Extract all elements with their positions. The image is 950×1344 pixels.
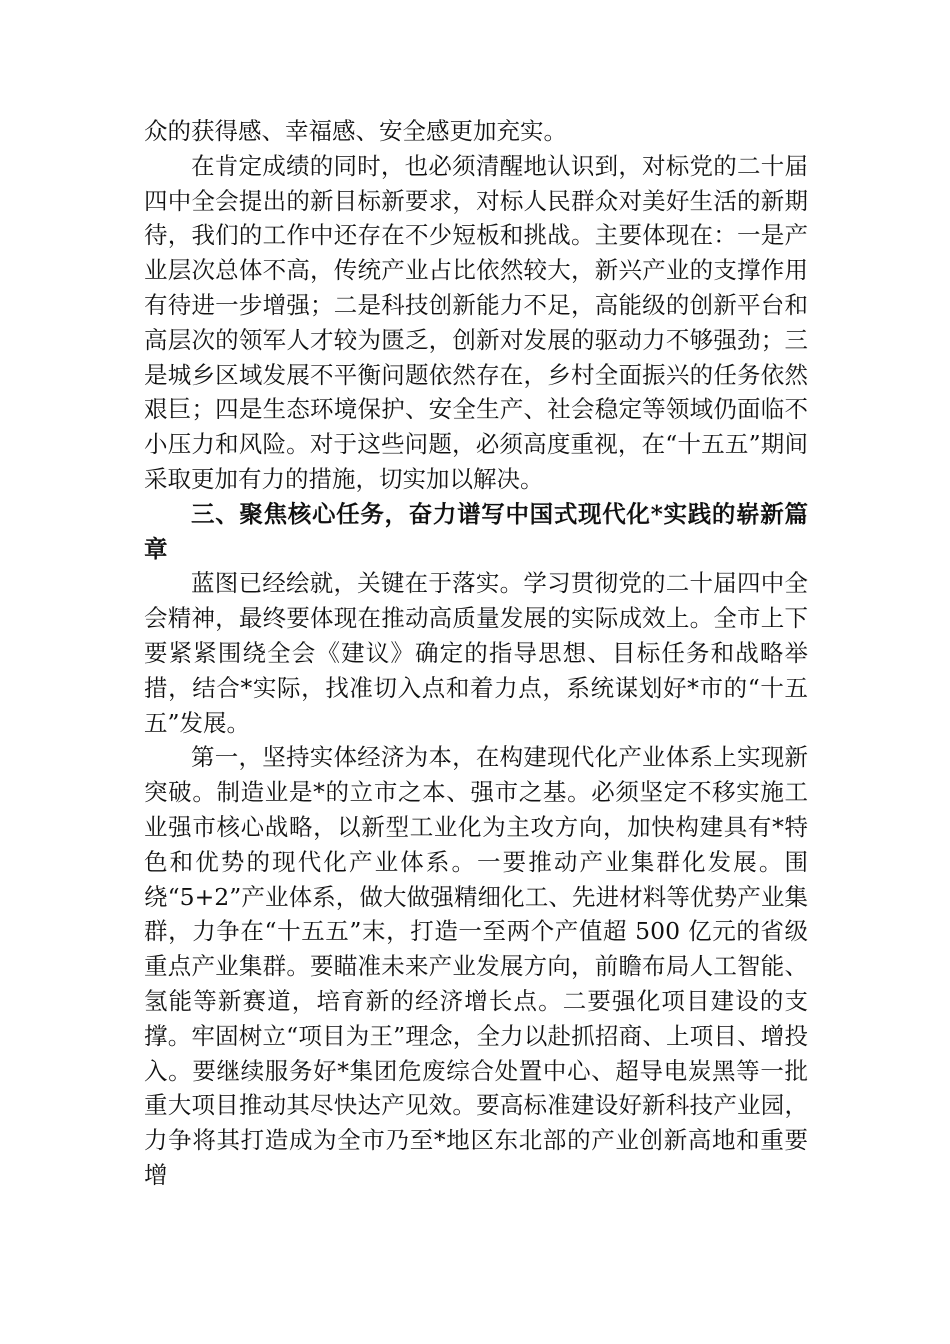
document-page [144,114,808,1193]
paragraph-continuation: 众的获得感、幸福感、安全感更加充实。 [144,117,567,145]
paragraph-first-task: 第一，坚持实体经济为本，在构建现代化产业体系上实现新突破。制造业是*的立市之本、强市之基。必须坚定不移实施工业强市核心战略，以新型工业化为主攻方向，加快构建具有*特色和优势的现代化产业体系。一要推动产业集群化发展。围绕“5+2”产业体系，做大做强精细化工、先进材料等优势产业集群，力争在“十五五”末，打造一至两个产值超 500 亿元的省级重点产业集群。要瞄准未来产业发展方向，前瞻布局人工智能、氢能等新赛道，培育新的经济增长点。二要强化项目建设的支撑。牢固树立“项目为王”理念，全力以赴抓招商、上项目、增投入。要继续服务好*集团危废综合处置中心、超导电炭黑等一批重大项目推动其尽快达产见效。要高标准建设好新科技产业园，力争将其打造成为全市乃至*地区东北部的产业创新高地和重要增 [144,743,808,1189]
paragraph-blueprint: 蓝图已经绘就，关键在于落实。学习贯彻党的二十届四中全会精神，最终要体现在推动高质量发展的实际成效上。全市上下要紧紧围绕全会《建议》确定的指导思想、目标任务和战略举措，结合*实际，找准切入点和着力点，系统谋划好*市的“十五五”发展。 [144,569,808,737]
section-heading-three: 三、聚焦核心任务，奋力谱写中国式现代化*实践的崭新篇章 [144,499,808,563]
paragraph-shortcomings: 在肯定成绩的同时，也必须清醒地认识到，对标党的二十届四中全会提出的新目标新要求，对标人民群众对美好生活的新期待，我们的工作中还存在不少短板和挑战。主要体现在：一是产业层次总体不高，传统产业占比依然较大，新兴产业的支撑作用有待进一步增强；二是科技创新能力不足，高能级的创新平台和高层次的领军人才较为匮乏，创新对发展的驱动力不够强劲；三是城乡区域发展不平衡问题依然存在，乡村全面振兴的任务依然艰巨；四是生态环境保护、安全生产、社会稳定等领域仍面临不小压力和风险。对于这些问题，必须高度重视，在“十五五”期间采取更加有力的措施，切实加以解决。 [144,151,808,493]
